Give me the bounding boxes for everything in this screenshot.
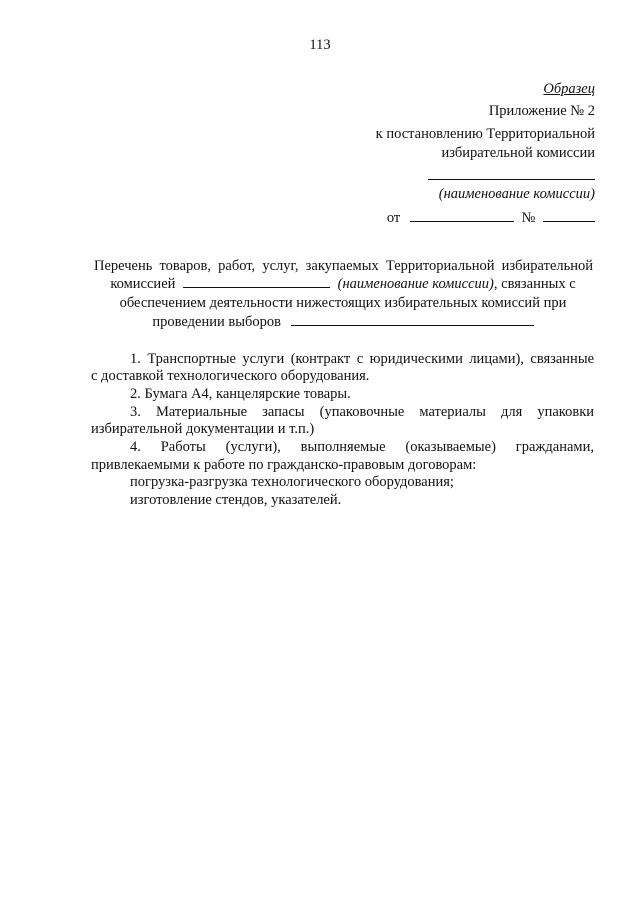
item-3-line-2: избирательной документации и т.п.) bbox=[91, 421, 315, 437]
item-2: 2. Бумага А4, канцелярские товары. bbox=[130, 386, 351, 402]
page-number: 113 bbox=[309, 37, 331, 53]
item-4-sub-1: погрузка-разгрузка технологического оборудования; bbox=[130, 474, 454, 490]
commission-name-hint: (наименование комиссии) bbox=[438, 186, 595, 202]
item-4-sub-2: изготовление стендов, указателей. bbox=[130, 492, 342, 508]
item-4-line-2: привлекаемыми к работе по гражданско-правовым договорам: bbox=[91, 457, 477, 473]
commission-line: избирательной комиссии bbox=[441, 145, 595, 161]
number-label: № bbox=[521, 210, 536, 226]
sample-label: Образец bbox=[543, 81, 595, 97]
item-3-line-1: 3. Материальные запасы (упаковочные материалы для упаковки bbox=[130, 404, 594, 420]
title-line-4 bbox=[91, 313, 595, 331]
resolution-line: к постановлению Территориальной bbox=[375, 126, 595, 142]
title-blank bbox=[183, 275, 330, 288]
appendix-label: Приложение № 2 bbox=[488, 103, 595, 119]
commission-name-blank bbox=[428, 179, 595, 180]
title-related: , связанных с bbox=[493, 276, 576, 292]
date-blank bbox=[410, 209, 514, 222]
item-1-line-2: с доставкой технологического оборудования. bbox=[91, 368, 370, 384]
item-1-line-1: 1. Транспортные услуги (контракт с юридическими лицами), связанные bbox=[130, 351, 594, 367]
item-4-line-1: 4. Работы (услуги), выполняемые (оказываемые) гражданами, bbox=[130, 439, 594, 455]
title-line-3: обеспечением деятельности нижестоящих избирательных комиссий при bbox=[119, 295, 567, 311]
title-name-hint: (наименование комиссии) bbox=[337, 276, 494, 292]
title-elections: проведении выборов bbox=[152, 314, 281, 330]
from-label: от bbox=[386, 210, 401, 226]
title-line-1: Перечень товаров, работ, услуг, закупаемых Территориальной избирательной bbox=[94, 258, 593, 274]
number-blank bbox=[543, 209, 595, 222]
elections-blank bbox=[291, 313, 534, 326]
date-number-line bbox=[387, 209, 595, 227]
title-line-2 bbox=[91, 275, 595, 293]
title-commission-word: комиссией bbox=[110, 276, 176, 292]
